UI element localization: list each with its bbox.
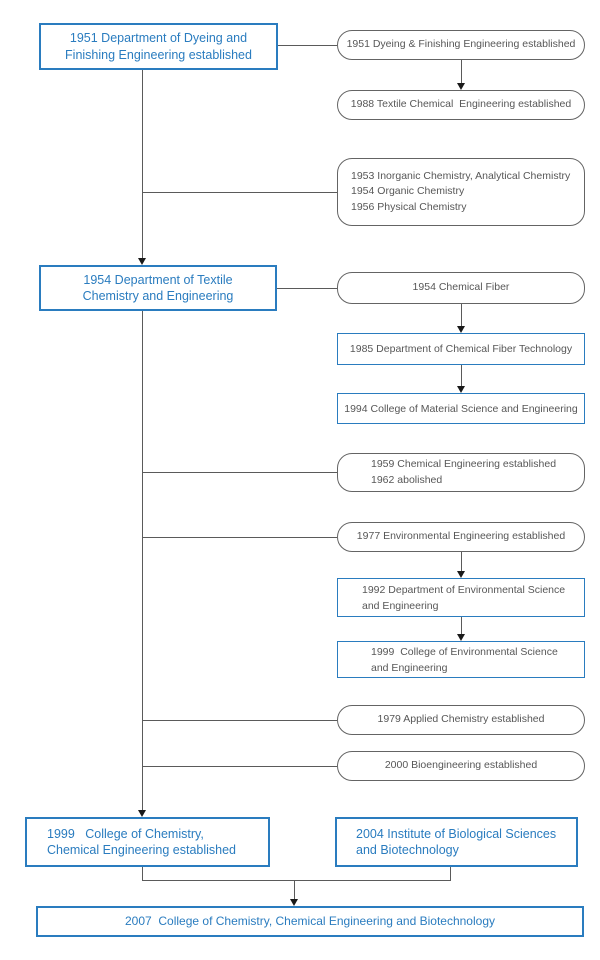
node-text-line: Chemistry and Engineering: [82, 289, 234, 303]
merge-stem-2004: [450, 867, 451, 880]
node-text-line: 2004 Institute of Biological Sciences: [356, 826, 557, 841]
node-text-line: 2007 College of Chemistry, Chemical Engineering and Biotechnology: [125, 914, 495, 929]
node-text-line: 1954 Department of Textile: [83, 272, 233, 287]
node-2007-college-merged: [36, 906, 584, 937]
node-1977-environmental-engineering: [337, 522, 585, 552]
node-text-line: 1951 Dyeing & Finishing Engineering established: [346, 38, 576, 51]
node-1953-chemistry-subjects: [337, 158, 585, 226]
node-text-line: 1954 Organic Chemistry: [351, 185, 465, 198]
arrowhead-into-1992: [457, 571, 465, 578]
node-text-line: 1999 College of Environmental Science: [371, 645, 558, 658]
arrowhead-into-2007: [290, 899, 298, 906]
arrowhead-into-1988: [457, 83, 465, 90]
node-text-line: 1953 Inorganic Chemistry, Analytical Chemistry: [351, 169, 571, 182]
branch-to-1977: [142, 537, 337, 538]
arrowhead-into-1994: [457, 386, 465, 393]
node-1992-environmental-dept: [337, 578, 585, 617]
node-text-line: 1994 College of Material Science and Engineering: [344, 402, 578, 415]
arrow-merge-to-2007: [294, 880, 295, 899]
arrow-1985-to-1994: [461, 365, 462, 386]
node-2004-institute-biological: [335, 817, 578, 867]
node-text-line: and Engineering: [362, 599, 439, 612]
node-text-line: 1954 Chemical Fiber: [412, 281, 510, 294]
merge-bar: [142, 880, 451, 881]
branch-to-1979: [142, 720, 337, 721]
node-text-line: 1959 Chemical Engineering established: [371, 458, 557, 470]
branch-to-1959: [142, 472, 337, 473]
node-text-line: and Biotechnology: [356, 843, 459, 857]
node-1979-applied-chemistry: [337, 705, 585, 735]
node-text-line: 1985 Department of Chemical Fiber Technology: [349, 343, 573, 355]
arrowhead-into-1954: [138, 258, 146, 265]
node-1959-chemical-engineering: [337, 453, 585, 492]
node-1988-textile-chemical: [337, 90, 585, 120]
node-text-line: 1956 Physical Chemistry: [351, 200, 467, 213]
node-1954-textile-dept: [39, 265, 277, 311]
node-1994-material-science-college: [337, 393, 585, 424]
node-text-line: and Engineering: [371, 661, 448, 674]
node-1951-dyeing-established: [337, 30, 585, 60]
trunk-1951-to-1954: [142, 70, 143, 258]
node-text-line: Finishing Engineering established: [65, 47, 252, 62]
node-text-line: Chemical Engineering established: [47, 843, 237, 857]
connector-1954-to-fiber: [277, 288, 337, 289]
node-1999-college-chemistry: [25, 817, 270, 867]
arrowhead-into-1999: [138, 810, 146, 817]
node-text-line: 1999 College of Chemistry,: [47, 826, 204, 841]
connector-1951-to-dyeing: [278, 45, 337, 46]
node-1985-chemical-fiber-dept: [337, 333, 585, 365]
node-text-line: 1979 Applied Chemistry established: [377, 713, 545, 726]
arrowhead-into-1999env: [457, 634, 465, 641]
merge-stem-1999: [142, 867, 143, 880]
arrow-1977-to-1992: [461, 552, 462, 571]
node-text-line: 1992 Department of Environmental Science: [362, 583, 566, 596]
node-1951-dyeing-dept: [39, 23, 278, 70]
branch-to-2000: [142, 766, 337, 767]
node-1999-environmental-college: [337, 641, 585, 678]
node-1954-chemical-fiber: [337, 272, 585, 304]
node-text-line: 1951 Department of Dyeing and: [69, 31, 248, 45]
arrow-fiber-to-1985: [461, 304, 462, 326]
node-text-line: 1962 abolished: [371, 473, 443, 486]
node-2000-bioengineering: [337, 751, 585, 781]
node-text-line: 2000 Bioengineering established: [384, 759, 538, 772]
arrow-dyeing-to-1988: [461, 60, 462, 83]
arrow-1992-to-1999env: [461, 617, 462, 634]
node-text-line: 1977 Environmental Engineering established: [356, 530, 566, 543]
arrowhead-into-1985: [457, 326, 465, 333]
trunk-1954-to-1999: [142, 311, 143, 810]
branch-to-1953-subjects: [142, 192, 337, 193]
node-text-line: 1988 Textile Chemical Engineering established: [350, 98, 572, 111]
